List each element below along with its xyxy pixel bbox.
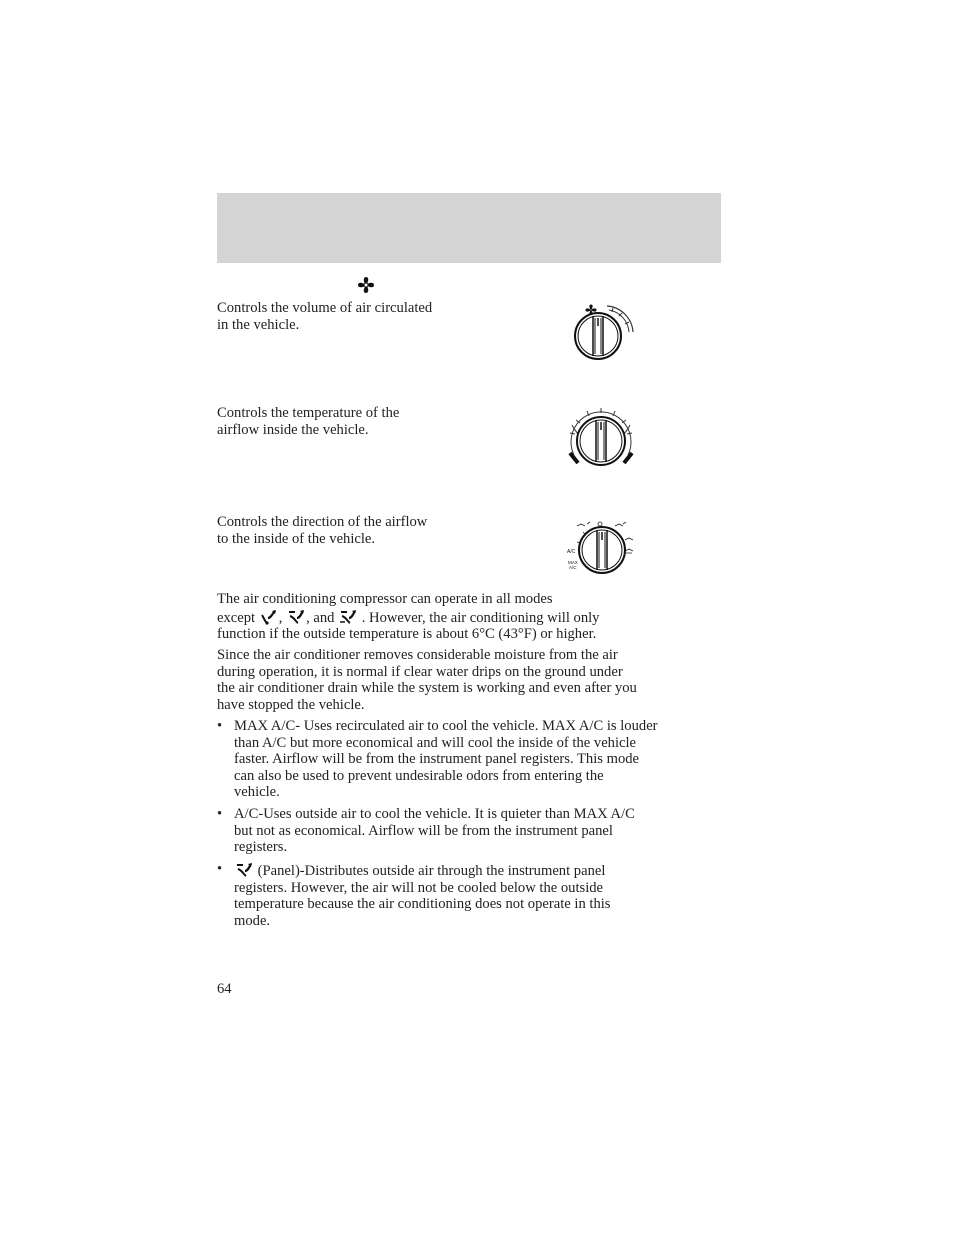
moisture-note-line: the air conditioner drain while the system is working and even after you	[217, 680, 637, 696]
bullet-line: but not as economical. Airflow will be from the instrument panel	[234, 822, 613, 839]
bullet-line: vehicle.	[234, 784, 280, 800]
bullet-line: than A/C but more economical and will cool the inside of the vehicle	[234, 734, 637, 751]
bullet-line: A/C-Uses outside air to cool the vehicle. It is quieter than MAX A/C	[234, 806, 635, 822]
moisture-note-line: have stopped the vehicle.	[217, 696, 365, 713]
bullet-line: can also be used to prevent undesirable odors from entering the	[234, 767, 604, 784]
bullet-symbol: •	[217, 718, 223, 734]
max-ac-knob-label: A/C	[569, 565, 577, 570]
moisture-note-line: during operation, it is normal if clear water drips on the ground under	[217, 663, 623, 680]
temperature-description-line: airflow inside the vehicle.	[217, 421, 369, 438]
bullet-line: faster. Airflow will be from the instrument panel registers. This mode	[234, 751, 640, 767]
mode-knob	[563, 518, 643, 578]
fan-speed-knob	[565, 300, 640, 365]
ac-knob-label: A/C	[567, 549, 576, 555]
temperature-control-description	[217, 405, 477, 438]
max-knob-label: MAX	[568, 560, 578, 565]
bullet-line: (Panel)-Distributes outside air through the instrument panel	[257, 863, 606, 879]
bullet-line: mode.	[234, 912, 271, 929]
panel-mode-icon	[286, 608, 306, 625]
bullet-line: registers.	[234, 839, 288, 855]
floor-mode-icon	[338, 608, 358, 625]
page-number: 64	[217, 981, 232, 997]
moisture-note-line: Since the air conditioner removes considerable moisture from the air	[217, 647, 618, 663]
bullet-max-ac-text	[234, 718, 724, 801]
compressor-note-line: The air conditioning compressor can operate in all modes	[217, 591, 553, 607]
temperature-description-line: Controls the temperature of the	[217, 405, 400, 421]
mode-control-description	[217, 514, 477, 547]
bullet-ac-text	[234, 806, 724, 856]
mode-description-line: Controls the direction of the airflow	[217, 514, 428, 530]
fan-icon	[356, 275, 376, 295]
compressor-except-text: except	[217, 609, 256, 626]
compressor-note-line: function if the outside temperature is about 6°C (43°F) or higher.	[217, 626, 597, 642]
bullet-panel-text	[234, 861, 724, 929]
bullet-symbol: •	[217, 861, 223, 877]
panel-mode-icon	[234, 861, 254, 878]
section-header-band	[217, 193, 721, 263]
bullet-line: MAX A/C- Uses recirculated air to cool the vehicle. MAX A/C is louder	[234, 718, 658, 734]
compressor-note-line-with-icons	[217, 608, 727, 627]
compressor-however-text: . However, the air conditioning will only	[361, 609, 600, 626]
mode-description-line: to the inside of the vehicle.	[217, 530, 376, 547]
bullet-line: temperature because the air conditioning does not operate in this	[234, 896, 611, 912]
temperature-knob	[562, 403, 640, 475]
fan-description-line: Controls the volume of air circulated	[217, 300, 433, 316]
bullet-line: registers. However, the air will not be cooled below the outside	[234, 879, 604, 896]
fan-description-line: in the vehicle.	[217, 316, 300, 333]
compressor-separator: , and	[306, 609, 335, 626]
compressor-separator: ,	[278, 609, 283, 626]
fan-control-description	[217, 300, 477, 333]
bullet-panel-first-line	[234, 861, 724, 880]
panel-floor-mode-icon	[259, 608, 279, 625]
bullet-symbol: •	[217, 806, 223, 822]
compressor-note	[217, 591, 727, 643]
moisture-note	[217, 647, 727, 713]
